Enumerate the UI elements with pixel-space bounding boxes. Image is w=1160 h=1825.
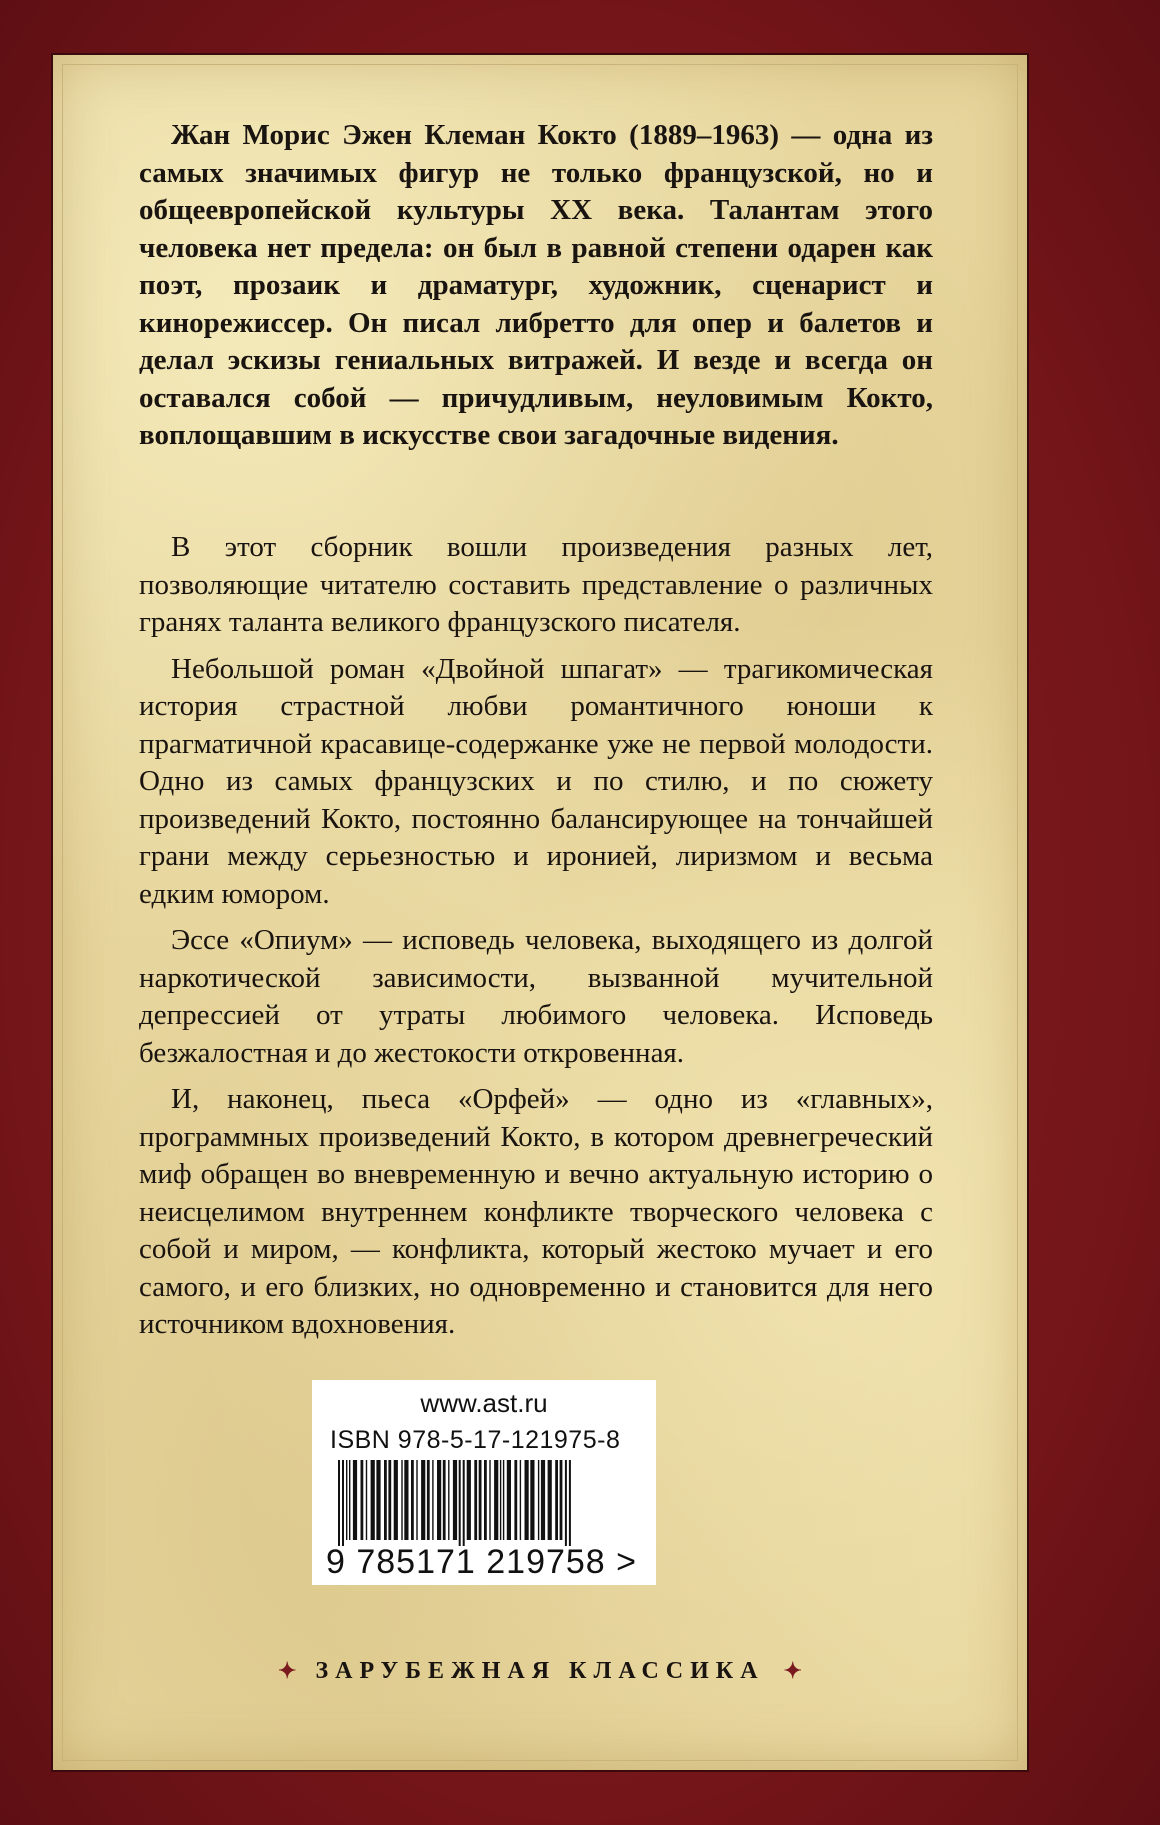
barcode-bar — [560, 1460, 563, 1540]
barcode-bar — [453, 1460, 457, 1540]
author-intro — [139, 117, 933, 455]
description-paragraph-1: В этот сборник вошли произведения разных лет, позволяющие читателю составить представление о различных гранях таланта великого французского писателя. — [139, 531, 933, 638]
barcode-bar — [474, 1460, 477, 1540]
barcode-bar — [467, 1460, 471, 1540]
barcode-bars — [334, 1460, 634, 1546]
barcode-bar — [416, 1460, 417, 1540]
barcode-label — [312, 1380, 656, 1585]
barcode-bar — [569, 1460, 571, 1546]
description-paragraph-2: Небольшой роман «Двойной шпагат» — трагикомическая история страстной любви романтичного юноши к прагматичной красавице-содержанке уже не первой молодости. Одно из самых французских и по стилю, и по сюжету произведений Кокто, постоянно балансирующее на тончайшей грани между серьезностью и иронией, лиризмом и весьма едким юмором. — [139, 652, 933, 910]
barcode-bar — [349, 1460, 350, 1540]
isbn-number: ISBN 978-5-17-121975-8 — [330, 1426, 621, 1454]
barcode-bar — [494, 1460, 498, 1540]
barcode-bar — [427, 1460, 430, 1540]
barcode-bar — [459, 1460, 461, 1546]
series-title: ЗАРУБЕЖНАЯ КЛАССИКА — [315, 1658, 765, 1684]
barcode-bar — [404, 1460, 408, 1540]
ornament-left-icon: ✦ — [278, 1658, 297, 1683]
ornament-right-icon: ✦ — [783, 1658, 802, 1683]
barcode-bar — [371, 1460, 375, 1540]
barcode-bar — [548, 1460, 552, 1540]
description-paragraph-4: И, наконец, пьеса «Орфей» — одно из «главных», программных произведений Кокто, в котором древнегреческий миф обращен во вневременную и вечно актуальную историю о неисцелимом внутреннем конфликте творческого человека с собой и миром, — конфликта, который жестоко мучает и его самого, и его близких, но одновременно и становится для него источником вдохновения. — [139, 1083, 933, 1340]
barcode-bar — [530, 1460, 534, 1540]
barcode-bar — [432, 1460, 433, 1540]
barcode-bar — [401, 1460, 402, 1540]
barcode-bar — [376, 1460, 380, 1540]
barcode-bar — [353, 1460, 357, 1540]
barcode-bar — [520, 1460, 521, 1540]
barcode-bar — [421, 1460, 425, 1540]
barcode-bar — [500, 1460, 501, 1540]
barcode-bar — [463, 1460, 465, 1546]
barcode-bar — [342, 1460, 344, 1546]
barcode-digits: 9 785171 219758 > — [326, 1543, 638, 1581]
barcode-bar — [514, 1460, 517, 1540]
barcode-bar — [448, 1460, 449, 1540]
barcode-bar — [489, 1460, 490, 1540]
description-paragraph-3: Эссе «Опиум» — исповедь человека, выходящего из долгой наркотической зависимости, вызванной мучительной депрессией от утраты любимого человека. Исповедь безжалостная и до жестокости откровенная. — [139, 924, 933, 1069]
barcode-bar — [394, 1460, 398, 1540]
barcode-bar — [525, 1460, 529, 1540]
barcode-bar — [411, 1460, 414, 1540]
barcode-bar — [507, 1460, 511, 1540]
barcode-bar — [366, 1460, 367, 1540]
publisher-url: www.ast.ru — [420, 1388, 548, 1418]
barcode-bar — [538, 1460, 539, 1540]
barcode-bar — [388, 1460, 391, 1540]
barcode-bar — [443, 1460, 446, 1540]
barcode-bar — [484, 1460, 487, 1540]
barcode-bar — [437, 1460, 441, 1540]
barcode-bar — [346, 1460, 347, 1540]
barcode-bar — [361, 1460, 364, 1540]
barcode-bar — [479, 1460, 482, 1540]
intro-paragraph: Жан Морис Эжен Клеман Кокто (1889–1963) — одна из самых значимых фигур не только французской, но и общеевропейской культуры XX века. Талантам этого человека нет предела: он был в равной степени одарен как поэт, прозаик и драматург, художник, сценарист и кинорежиссер. Он писал либретто для опер и балетов и делал эскизы гениальных витражей. И везде и всегда он оставался собой — причудливым, неуловимым Кокто, воплощавшим в искусстве свои загадочные видения. — [139, 119, 933, 451]
book-description — [139, 529, 933, 1353]
barcode-bar — [503, 1460, 504, 1540]
barcode-bar — [338, 1460, 340, 1546]
barcode-bar — [541, 1460, 545, 1540]
barcode-bar — [384, 1460, 387, 1540]
barcode-bar — [565, 1460, 567, 1546]
barcode-bar — [555, 1460, 558, 1540]
series-name — [53, 1658, 1027, 1685]
